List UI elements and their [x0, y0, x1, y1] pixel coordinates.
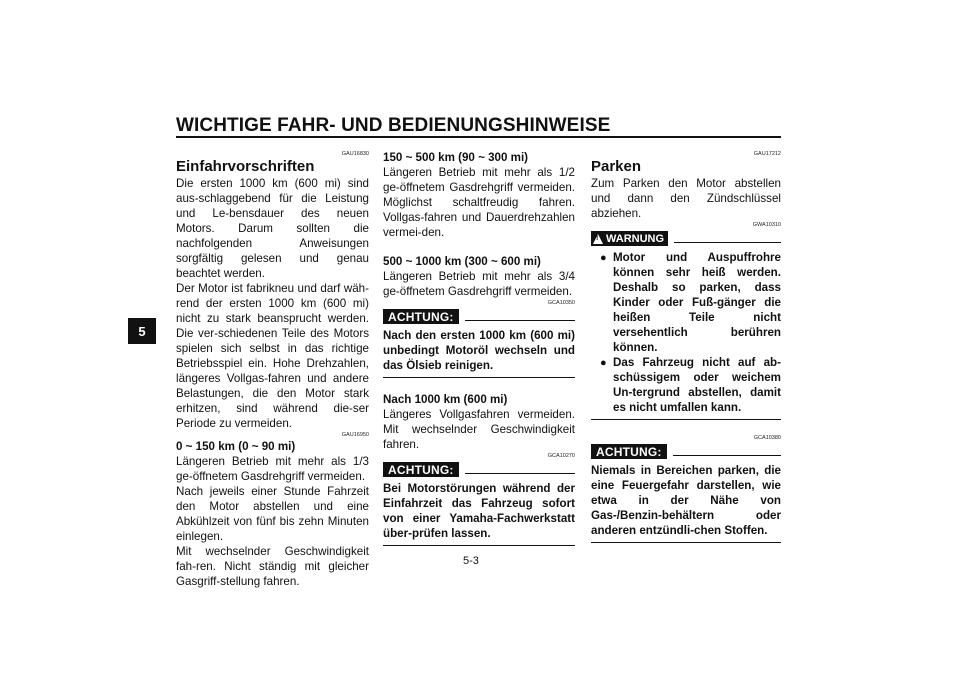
- column-1: [176, 150, 369, 589]
- chapter-tab: 5: [128, 318, 156, 344]
- list-item: ● Motor und Auspuffrohre können sehr heiß werden. Deshalb so parken, dass Kinder oder Fuß-gänger die heißen Teile nicht versehentlich berühren können.: [600, 251, 781, 354]
- caution-badge: ACHTUNG:: [383, 462, 459, 477]
- bullet-icon: ●: [600, 357, 607, 369]
- reference-code: GAU16830: [341, 151, 369, 157]
- page-title: WICHTIGE FAHR- UND BEDIENUNGSHINWEISE: [176, 115, 611, 136]
- section-heading-parken: Parken: [591, 158, 642, 175]
- header-rule: [176, 136, 781, 138]
- caution-badge: ACHTUNG:: [383, 309, 459, 324]
- reference-code: GAU16950: [341, 432, 369, 438]
- warning-badge: [591, 231, 668, 246]
- caution-header: [383, 309, 575, 324]
- paragraph: Der Motor ist fabrikneu und darf wäh-rend der ersten 1000 km (600 mi) nicht zu stark beansprucht werden. Die ver-schiedenen Teile des Motors spielen sich selbst in das richtige Betriebsspiel ein. Hohe Drehzahlen, längeres Vollgas-fahren und andere Belastungen, die den Motor stark erhitzen, sind während die-ser Periode zu vermeiden.: [176, 282, 369, 430]
- paragraph: Längeres Vollgasfahren vermeiden. Mit wechselnder Geschwindigkeit fahren.: [383, 408, 575, 451]
- caution-end-rule: [591, 542, 781, 543]
- reference-code: GWA10310: [752, 222, 781, 228]
- reference-code: GCA10270: [547, 453, 575, 459]
- subheading: 500 ~ 1000 km (300 ~ 600 mi): [383, 255, 541, 268]
- warning-label: WARNUNG: [606, 233, 665, 245]
- paragraph: Längeren Betrieb mit mehr als 1/3 ge-öffnetem Gasdrehgriff vermeiden.: [176, 455, 369, 483]
- reference-code: GCA10350: [547, 300, 575, 306]
- column-2: [383, 150, 575, 546]
- subheading: 0 ~ 150 km (0 ~ 90 mi): [176, 440, 296, 453]
- warning-triangle-icon: !: [593, 234, 603, 244]
- bullet-icon: ●: [600, 252, 607, 264]
- warning-header: [591, 231, 781, 246]
- reference-code: GCA10380: [753, 435, 781, 441]
- paragraph: Mit wechselnder Geschwindigkeit fah-ren. Nicht ständig mit gleicher Gasgriff-stellung fahren.: [176, 545, 369, 588]
- subheading: Nach 1000 km (600 mi): [383, 393, 508, 406]
- caution-badge: ACHTUNG:: [591, 444, 667, 459]
- caution-end-rule: [383, 545, 575, 546]
- paragraph: Längeren Betrieb mit mehr als 1/2 ge-öffnetem Gasdrehgriff vermeiden. Möglichst schaltfreudig fahren. Vollgas-fahren und Dauerdrehzahlen vermei-den.: [383, 166, 575, 239]
- paragraph: Längeren Betrieb mit mehr als 3/4 ge-öffnetem Gasdrehgriff vermeiden.: [383, 270, 575, 298]
- list-item: ● Das Fahrzeug nicht auf ab-schüssigem oder weichem Un-tergrund abstellen, damit es nicht umfallen kann.: [600, 356, 781, 414]
- paragraph: Zum Parken den Motor abstellen und dann den Zündschlüssel abziehen.: [591, 177, 781, 220]
- caution-text: Nach den ersten 1000 km (600 mi) unbedingt Motoröl wechseln und das Ölsieb reinigen.: [383, 329, 575, 372]
- paragraph: Die ersten 1000 km (600 mi) sind aus-schlaggebend für die Leistung und Le-bensdauer des neuen Motors. Darum sollten die nachfolgenden Anweisungen sorgfältig gelesen und genau beachtet werden.: [176, 177, 369, 280]
- caution-text: Niemals in Bereichen parken, die eine Feuergefahr darstellen, wie etwa in der Nähe von Gas-/Benzin-behältern oder anderen entzündli-chen Stoffen.: [591, 464, 781, 537]
- column-3: [591, 150, 781, 543]
- section-heading-einfahrvorschriften: Einfahrvorschriften: [176, 158, 315, 175]
- caution-header: [591, 444, 781, 459]
- reference-code: GAU17212: [753, 151, 781, 157]
- caution-text: Bei Motorstörungen während der Einfahrzeit das Fahrzeug sofort von einer Yamaha-Fachwerkstatt über-prüfen lassen.: [383, 482, 575, 540]
- caution-header: [383, 462, 575, 477]
- page-number: 5-3: [463, 555, 479, 567]
- subheading: 150 ~ 500 km (90 ~ 300 mi): [383, 151, 529, 164]
- warning-list: [591, 250, 781, 415]
- paragraph: Nach jeweils einer Stunde Fahrzeit den Motor abstellen und eine Abkühlzeit von fünf bis zehn Minuten einlegen.: [176, 485, 369, 543]
